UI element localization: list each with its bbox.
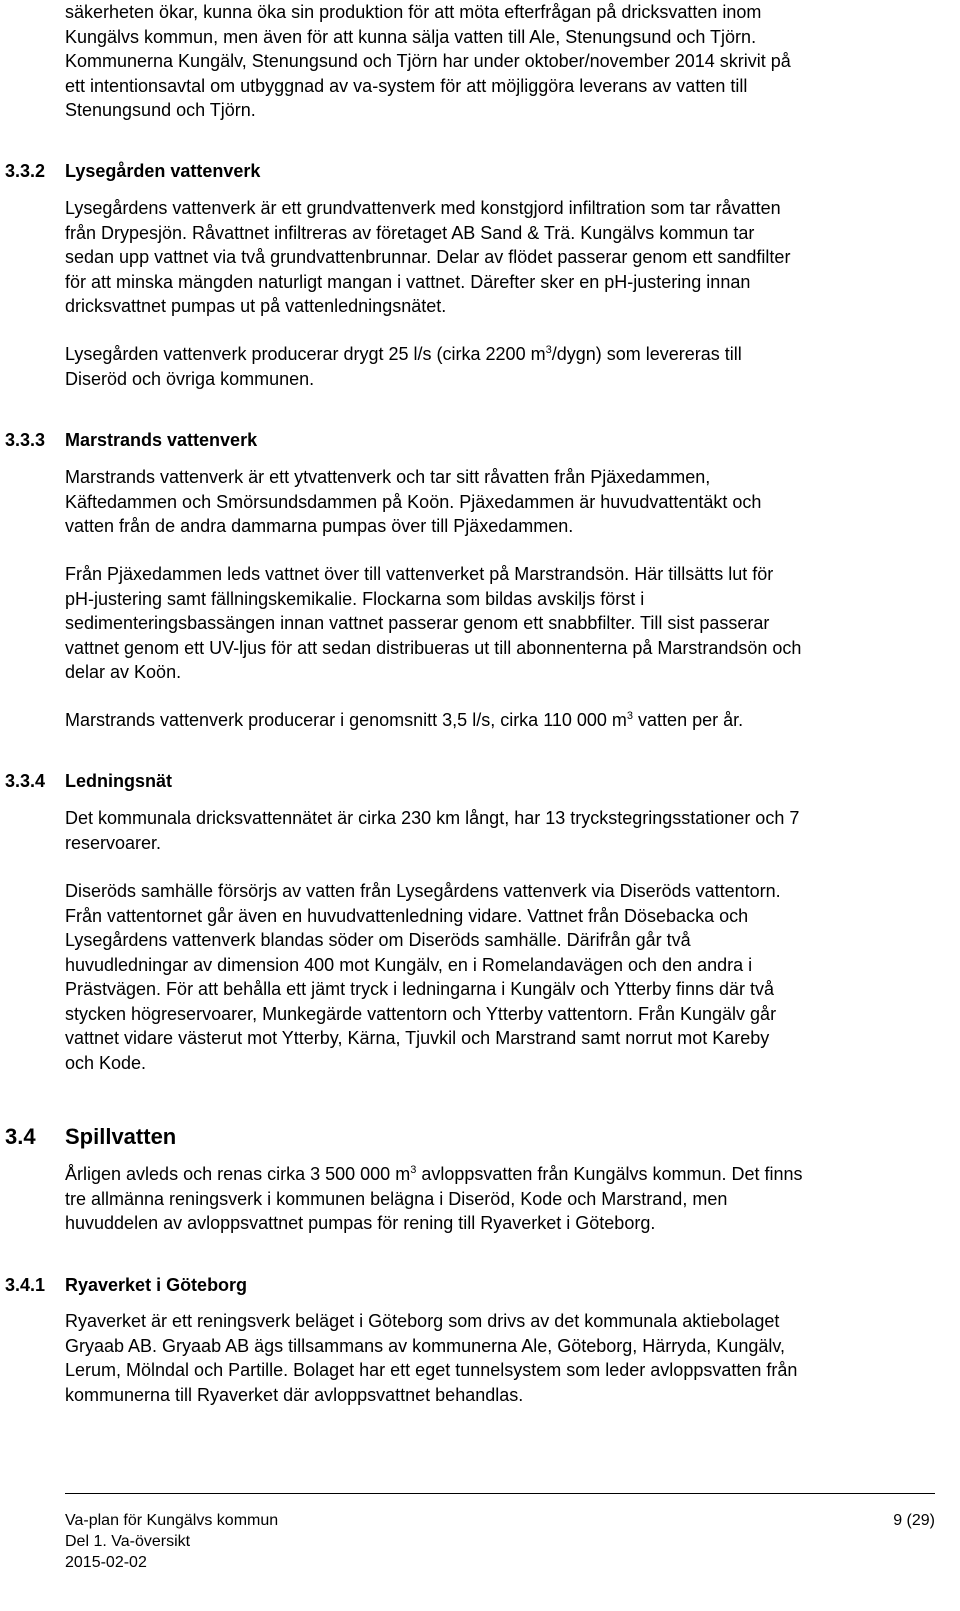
ryaverket-paragraph-1 [65,1309,945,1407]
section-heading-3-3-4 [5,769,172,793]
text-line: Ryaverket är ett reningsverk beläget i Göteborg som drivs av det kommunala aktiebolaget [65,1311,780,1331]
footer-document-title: Va-plan för Kungälvs kommun [65,1512,279,1529]
text-line: Marstrands vattenverk är ett ytvattenverk och tar sitt råvatten från Pjäxedammen, [65,467,711,487]
text-line: Kungälvs kommun, men även för att kunna sälja vatten till Ale, Stenungsund och Tjörn. [65,26,757,47]
text-line: Diseröds samhälle försörjs av vatten från Lysegårdens vattenverk via Diseröds vattentorn. [65,881,781,901]
footer-date: 2015-02-02 [65,1554,147,1571]
marstrand-paragraph-1 [65,465,945,539]
footer-page-number: 9 (29) [893,1512,935,1529]
text-line: Kommunerna Kungälv, Stenungsund och Tjörn har under oktober/november 2014 skrivit på [65,51,791,71]
text-line: tre allmänna reningsverk i kommunen belägna i Diseröd, Kode och Marstrand, men [65,1188,728,1209]
text-line: pH-justering samt fällningskemikalie. Flockarna som bildas avskiljs först i [65,588,645,609]
text-line: Marstrands vattenverk producerar i genomsnitt 3,5 l/s, cirka 110 000 $m^3$ vatten per år. [65,710,744,730]
lysegarden-paragraph-1 [65,196,945,319]
text-line: för att minska mängden naturligt mangan i vattnet. Därefter sker en pH-justering innan [65,271,751,292]
text-line: Det kommunala dricksvattennätet är cirka 230 km långt, har 13 tryckstegringsstationer och 7 [65,808,800,828]
text-line: Lerum, Mölndal och Partille. Bolaget har ett eget tunnelsystem som leder avloppsvatten från [65,1360,798,1380]
text-line: och Kode. [65,1052,147,1073]
marstrand-paragraph-2 [65,562,945,685]
text-line: Gryaab AB. Gryaab AB ägs tillsammans av kommunerna Ale, Göteborg, Härryda, Kungälv, [65,1335,786,1356]
section-title: Spillvatten [65,1124,177,1149]
text-line: Prästvägen. För att behålla ett jämt tryck i ledningarna i Kungälv och Ytterby finns där två [65,979,775,999]
section-number: 3.4.1 [5,1275,46,1295]
text-line: Lysegårdens vattenverk blandas söder om Diseröds samhälle. Därifrån går två [65,930,691,950]
text-line: Från vattentornet går även en huvudvattenledning vidare. Vattnet från Dösebacka och [65,905,749,926]
text-line: Lysegårdens vattenverk är ett grundvattenverk med konstgjord infiltration som tar råvatten [65,198,781,218]
spillvatten-paragraph-1 [65,1162,945,1236]
text-line: Käftedammen och Smörsundsdammen på Koön. Pjäxedammen är huvudvattentäkt och [65,491,762,512]
text-line: Stenungsund och Tjörn. [65,100,256,120]
section-heading-3-3-3 [5,428,258,452]
footer-row [65,1510,935,1531]
lysegarden-paragraph-2 [65,342,945,391]
section-title: Lysegården vattenverk [65,161,261,181]
section-number: 3.3.4 [5,771,46,791]
text-line: huvuddelen av avloppsvattnet pumpas för rening till Ryaverket i Göteborg. [65,1213,656,1233]
text-line: stycken högreservoarer, Munkegärde vattentorn och Ytterby vattentorn. Från Kungälv går [65,1003,777,1024]
text-line: säkerheten ökar, kunna öka sin produktion för att möta efterfrågan på dricksvatten inom [65,2,762,22]
section-number: 3.3.3 [5,430,46,450]
text-line: kommunerna till Ryaverket där avloppsvattnet behandlas. [65,1384,524,1405]
ledningsnat-paragraph-2 [65,879,945,1075]
text-line: vatten från de andra dammarna pumpas över till Pjäxedammen. [65,516,574,536]
text-line: Lysegården vattenverk producerar drygt 25 l/s (cirka 2200 $m^3/dygn$) som levereras till [65,344,742,364]
footer-part: Del 1. Va-översikt [65,1533,191,1550]
text-line: dricksvattnet pumpas ut på vattenledningsnätet. [65,296,447,316]
text-line: vattnet vidare västerut mot Ytterby, Kärna, Tjuvkil och Marstrand samt norrut mot Kareby [65,1028,770,1048]
ledningsnat-paragraph-1 [65,806,945,855]
section-title: Marstrands vattenverk [65,430,258,450]
section-number: 3.3.2 [5,161,46,181]
text-line: sedimenteringsbassängen innan vattnet passerar genom ett snabbfilter. Till sist passerar [65,613,770,633]
text-line: från Drypesjön. Råvattnet infiltreras av företaget AB Sand & Trä. Kungälvs kommun tar [65,222,755,243]
intro-paragraph [65,0,945,123]
text-line: Diseröd och övriga kommunen. [65,368,315,389]
section-title: Ryaverket i Göteborg [65,1275,248,1295]
text-line: delar av Koön. [65,662,182,682]
section-number: 3.4 [5,1124,36,1149]
marstrand-paragraph-3 [65,708,945,733]
text-line: reservoarer. [65,832,162,853]
section-heading-3-4-1 [5,1273,248,1297]
text-line: sedan upp vattnet via två grundvattenbrunnar. Delar av flödet passerar genom ett sandfilter [65,247,791,267]
page-footer [65,1510,935,1573]
text-line: huvudledningar av dimension 400 mot Kungälv, en i Romelandavägen och den andra i [65,954,753,975]
text-line: Från Pjäxedammen leds vattnet över till vattenverket på Marstrandsön. Här tillsätts lut för [65,564,774,584]
text-line: vattnet genom ett UV-ljus för att sedan distribueras ut till abonnenterna på Marstrandsön och [65,637,802,658]
text-line: Årligen avleds och renas cirka 3 500 000 $m^3$ avloppsvatten från Kungälvs kommun. Det finns [65,1164,803,1184]
text-line: ett intentionsavtal om utbyggnad av va-system för att möjliggöra leverans av vatten till [65,75,748,96]
section-title: Ledningsnät [65,771,172,791]
section-heading-3-4 [5,1123,177,1151]
section-heading-3-3-2 [5,159,261,183]
footer-divider [65,1493,935,1494]
